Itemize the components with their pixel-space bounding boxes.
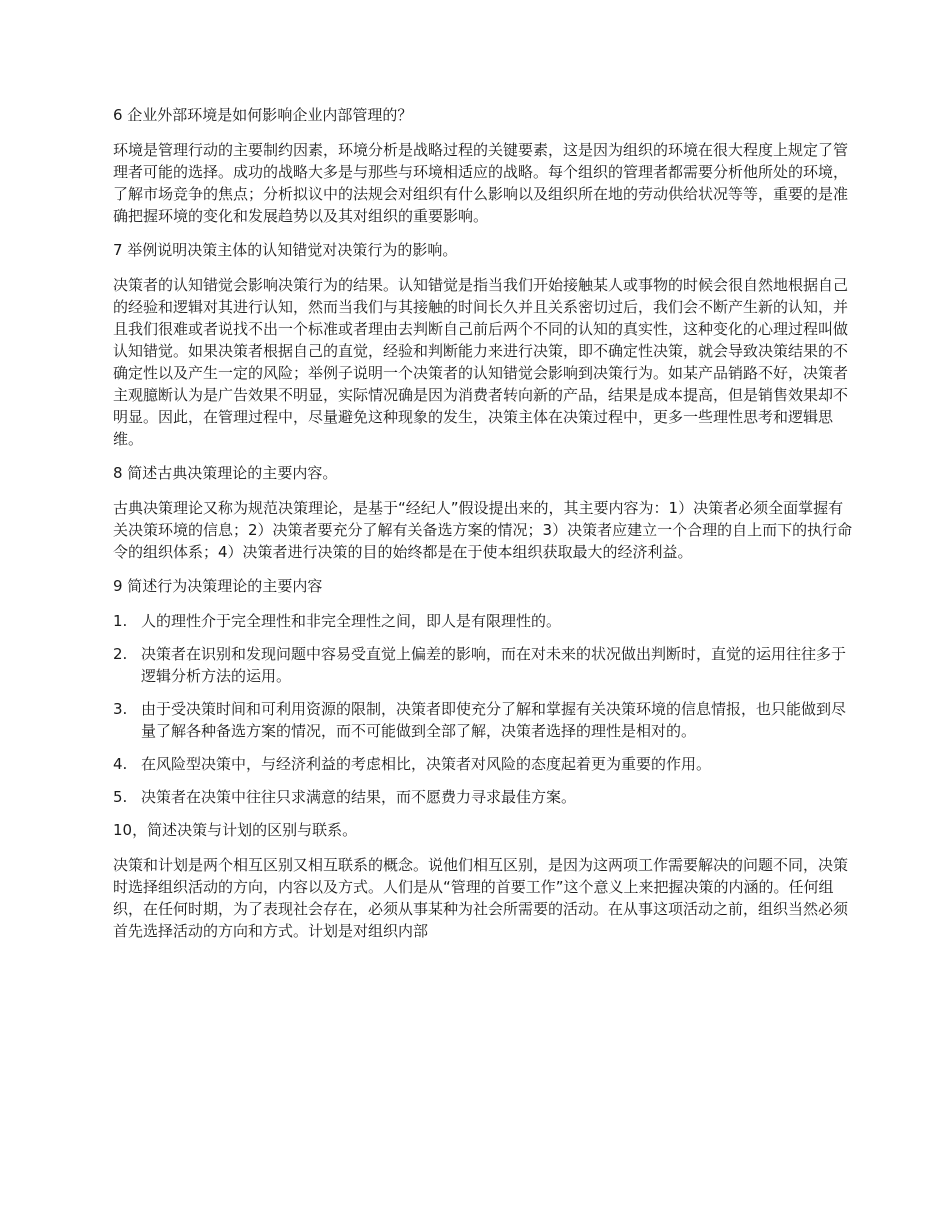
answer-9-list [113, 610, 853, 808]
list-item [113, 698, 853, 742]
question-6: 6 企业外部环境是如何影响企业内部管理的？ [113, 106, 413, 124]
list-item-number: 3. [113, 700, 128, 718]
list-item [113, 610, 853, 632]
list-item-text: 人的理性介于完全理性和非完全理性之间，即人是有限理性的。 [141, 612, 562, 630]
list-item [113, 786, 853, 808]
list-item [113, 643, 853, 687]
list-item-text: 在风险型决策中，与经济利益的考虑相比，决策者对风险的态度起着更为重要的作用。 [141, 755, 712, 773]
answer-6: 环境是管理行动的主要制约因素，环境分析是战略过程的关键要素，这是因为组织的环境在很大程度上规定了管理者可能的选择。成功的战略大多是与那些与环境相适应的战略。每个组织的管理者都需要分析他所处的环境，了解市场竞争的焦点；分析拟议中的法规会对组织有什么影响以及组织所在地的劳动供给状况等等，重要的是准确把握环境的变化和发展趋势以及其对组织的重要影响。 [113, 141, 849, 225]
list-item-number: 2. [113, 645, 128, 663]
answer-10: 决策和计划是两个相互区别又相互联系的概念。说他们相互区别，是因为这两项工作需要解决的问题不同，决策时选择组织活动的方向，内容以及方式。人们是从“管理的首要工作”这个意义上来把握决策的内涵的。任何组织，在任何时期，为了表现社会存在，必须从事某种为社会所需要的活动。在从事这项活动之前，组织当然必须首先选择活动的方向和方式。计划是对组织内部 [113, 856, 849, 940]
list-item-text: 决策者在识别和发现问题中容易受直觉上偏差的影响，而在对未来的状况做出判断时，直觉的运用往往多于逻辑分析方法的运用。 [141, 645, 847, 685]
list-item [113, 753, 853, 775]
list-item-number: 1. [113, 612, 128, 630]
document-page [113, 104, 853, 954]
list-item-number: 4. [113, 755, 128, 773]
list-item-number: 5. [113, 788, 128, 806]
list-item-text: 由于受决策时间和可利用资源的限制，决策者即使充分了解和掌握有关决策环境的信息情报，也只能做到尽量了解各种备选方案的情况，而不可能做到全部了解，决策者选择的理性是相对的。 [141, 700, 847, 740]
question-8: 8 简述古典决策理论的主要内容。 [113, 464, 338, 482]
question-10: 10，简述决策与计划的区别与联系。 [113, 821, 358, 839]
question-9: 9 简述行为决策理论的主要内容 [113, 577, 323, 595]
list-item-text: 决策者在决策中往往只求满意的结果，而不愿费力寻求最佳方案。 [141, 788, 577, 806]
answer-7: 决策者的认知错觉会影响决策行为的结果。认知错觉是指当我们开始接触某人或事物的时候会很自然地根据自己的经验和逻辑对其进行认知，然而当我们与其接触的时间长久并且关系密切过后，我们会不断产生新的认知，并且我们很难或者说找不出一个标准或者理由去判断自己前后两个不同的认知的真实性，这种变化的心理过程叫做认知错觉。如果决策者根据自己的直觉，经验和判断能力来进行决策，即不确定性决策，就会导致决策结果的不确定性以及产生一定的风险；举例子说明一个决策者的认知错觉会影响到决策行为。如某产品销路不好，决策者主观臆断认为是广告效果不明显，实际情况确是因为消费者转向新的产品，结果是成本提高，但是销售效果却不明显。因此，在管理过程中，尽量避免这种现象的发生，决策主体在决策过程中，更多一些理性思考和逻辑思维。 [113, 276, 849, 448]
answer-8: 古典决策理论又称为规范决策理论，是基于“经纪人”假设提出来的，其主要内容为：1）决策者必须全面掌握有关决策环境的信息；2）决策者要充分了解有关备选方案的情况；3）决策者应建立一个合理的自上而下的执行命令的组织体系；4）决策者进行决策的目的始终都是在于使本组织获取最大的经济利益。 [113, 499, 853, 561]
question-7: 7 举例说明决策主体的认知错觉对决策行为的影响。 [113, 241, 458, 259]
